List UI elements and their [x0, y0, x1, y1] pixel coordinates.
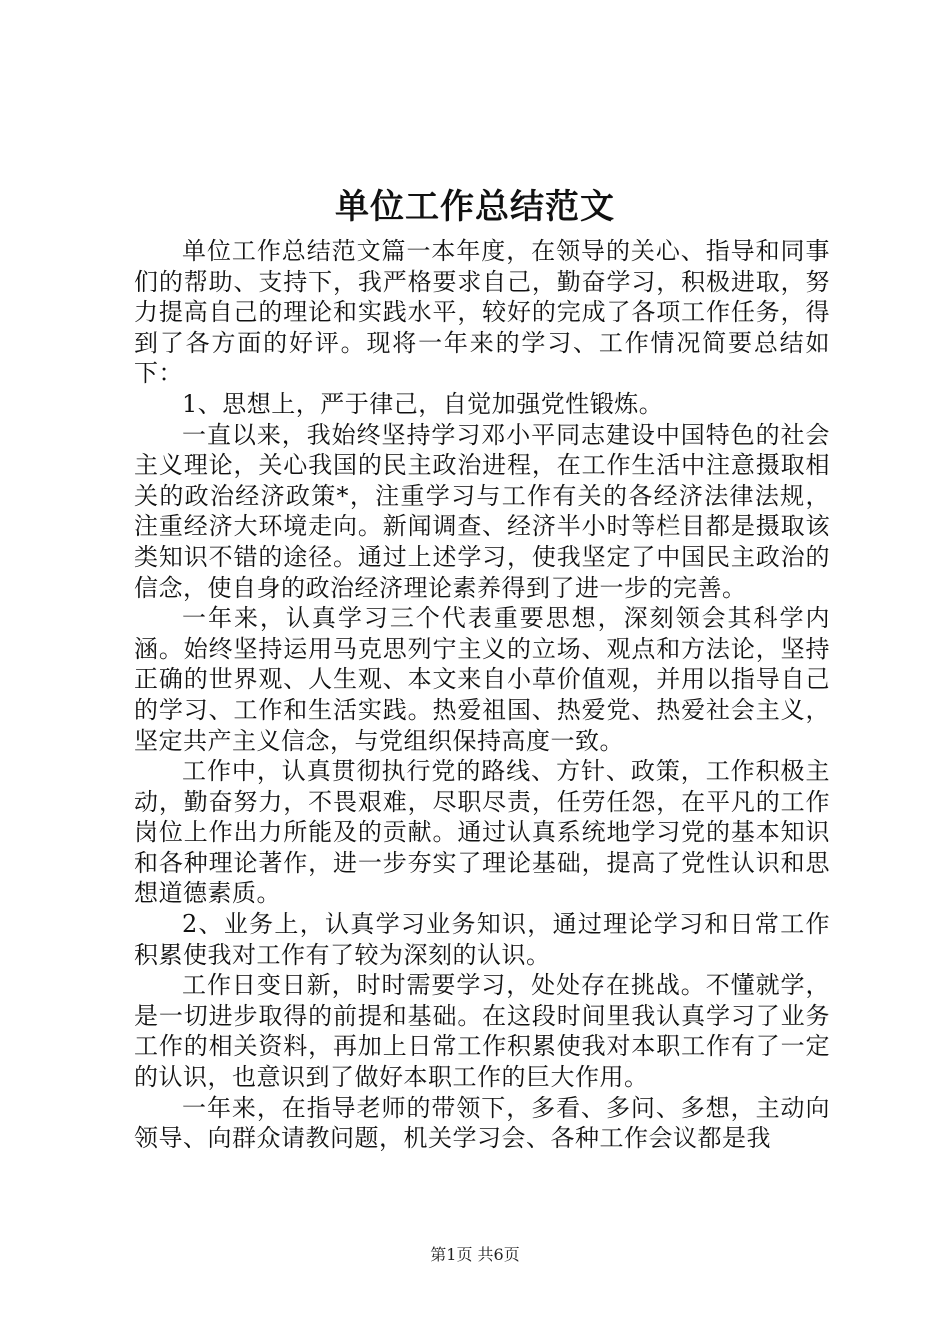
- paragraph-theory-study: 一直以来，我始终坚持学习邓小平同志建设中国特色的社会主义理论，关心我国的民主政治进程，在工作生活中注意摄取相关的政治经济政策*，注重学习与工作有关的各经济法律法规，注重经济大环境走向。新闻调查、经济半小时等栏目都是摄取该类知识不错的途径。通过上述学习，使我坚定了中国民主政治的信念，使自身的政治经济理论素养得到了进一步的完善。: [134, 420, 830, 602]
- page-footer: 第1页 共6页: [430, 1245, 520, 1264]
- paragraph-section-2-heading: 2、业务上，认真学习业务知识，通过理论学习和日常工作积累使我对工作有了较为深刻的认识。: [134, 910, 830, 969]
- paragraph-mentor-guidance: 一年来，在指导老师的带领下，多看、多问、多想，主动向领导、向群众请教问题，机关学习会、各种工作会议都是我: [134, 1093, 830, 1153]
- paragraph-three-represents: 一年来，认真学习三个代表重要思想，深刻领会其科学内涵。始终坚持运用马克思列宁主义的立场、观点和方法论，坚持正确的世界观、人生观、本文来自小草价值观，并用以指导自己的学习、工作和生活实践。热爱祖国、热爱党、热爱社会主义，坚定共产主义信念，与党组织保持高度一致。: [134, 604, 830, 755]
- paragraph-section-1-heading: 1、思想上，严于律己，自觉加强党性锻炼。: [182, 389, 664, 418]
- document-body: [134, 236, 830, 1154]
- paragraph-work-attitude: 工作中，认真贯彻执行党的路线、方针、政策，工作积极主动，勤奋努力，不畏艰难，尽职尽责，任劳任怨，在平凡的工作岗位上作出力所能及的贡献。通过认真系统地学习党的基本知识和各种理论著作，进一步夯实了理论基础，提高了党性认识和思想道德素质。: [134, 757, 830, 908]
- document-title: 单位工作总结范文: [335, 187, 615, 227]
- paragraph-intro: 单位工作总结范文篇一本年度，在领导的关心、指导和同事们的帮助、支持下，我严格要求自己，勤奋学习，积极进取，努力提高自己的理论和实践水平，较好的完成了各项工作任务，得到了各方面的好评。现将一年来的学习、工作情况简要总结如下：: [134, 237, 830, 388]
- paragraph-daily-learning: 工作日变日新，时时需要学习，处处存在挑战。不懂就学，是一切进步取得的前提和基础。在这段时间里我认真学习了业务工作的相关资料，再加上日常工作积累使我对本职工作有了一定的认识，也意识到了做好本职工作的巨大作用。: [134, 971, 830, 1092]
